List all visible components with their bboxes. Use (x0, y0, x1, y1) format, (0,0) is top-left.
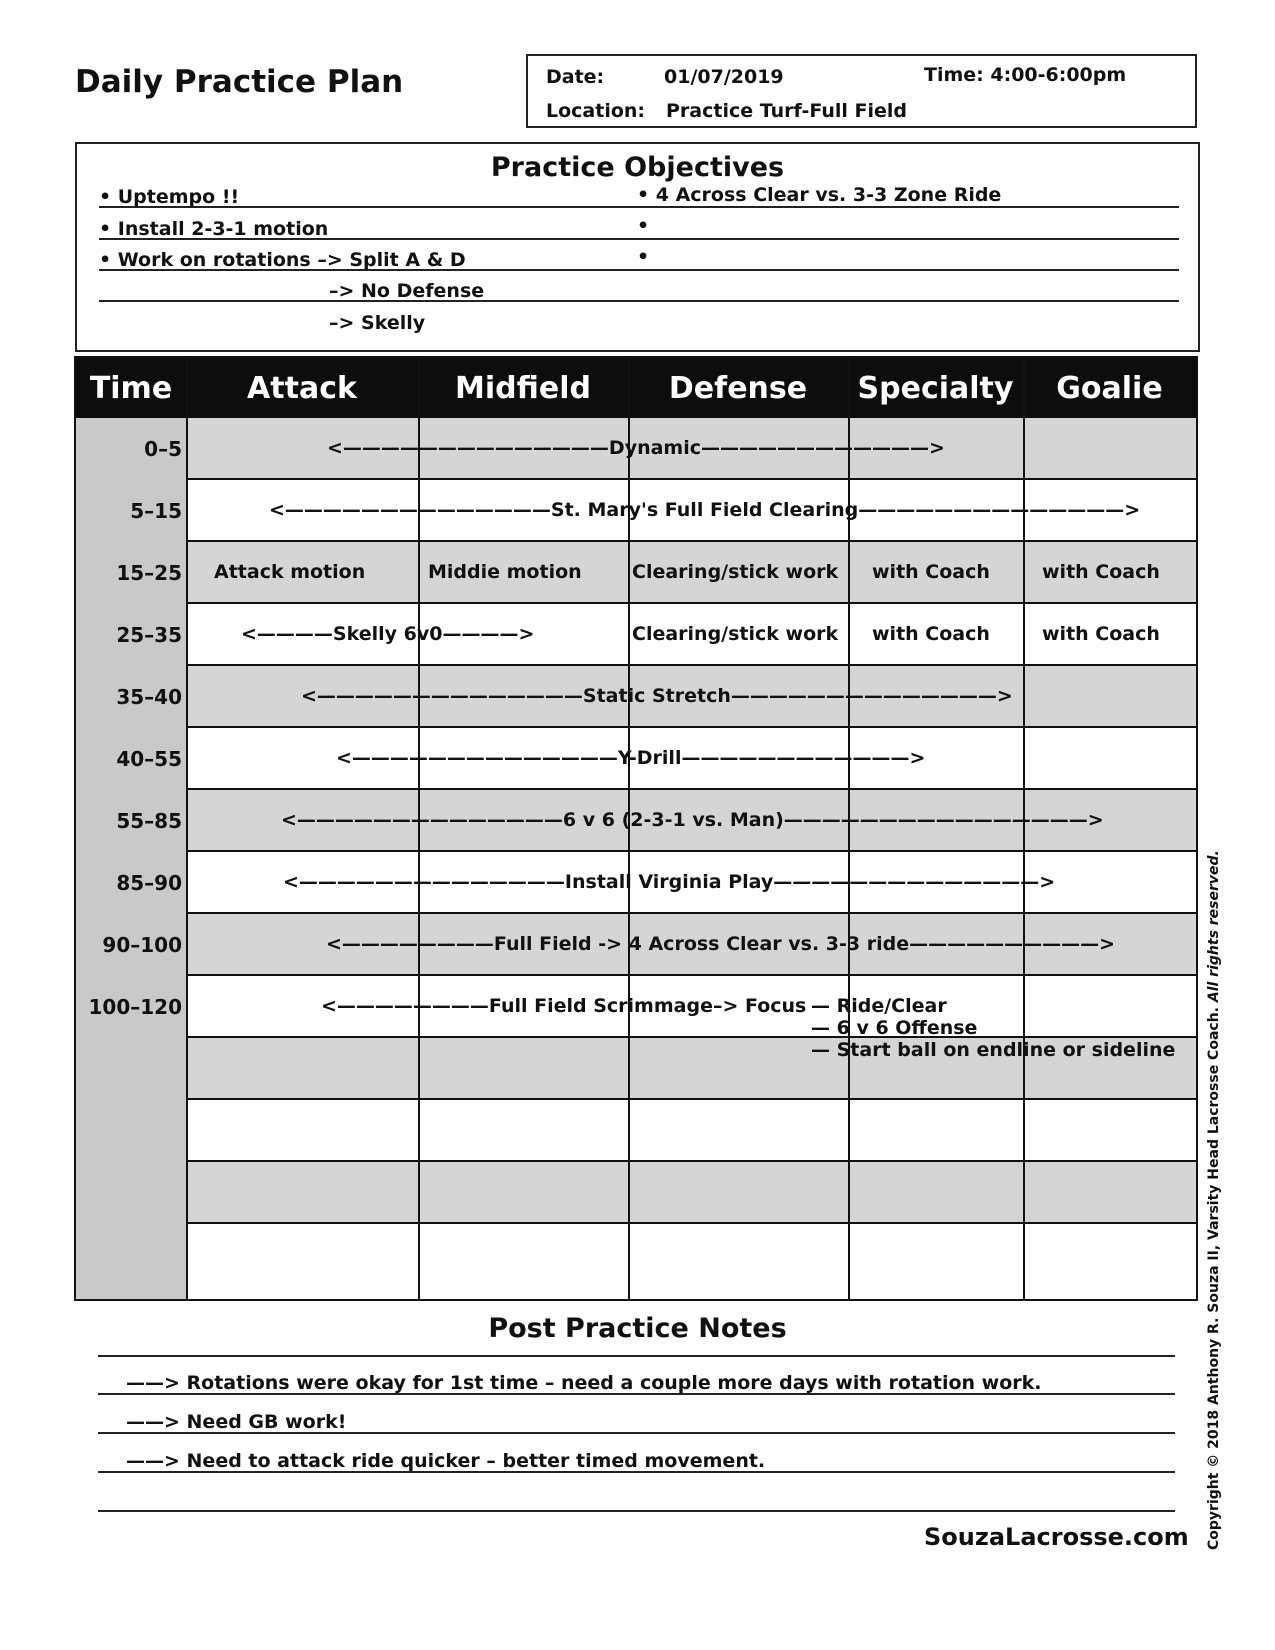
focus-item-2: — 6 v 6 Offense (811, 1017, 978, 1039)
objective-left-1: • Uptempo !! (99, 186, 240, 208)
table-header (76, 358, 1196, 418)
objective-left-2: • Install 2-3-1 motion (99, 218, 329, 240)
column-divider (186, 358, 188, 1299)
objective-sub-2: –> Skelly (329, 312, 426, 334)
rights-text: All rights reserved. (1206, 850, 1222, 1003)
copyright-notice (1206, 850, 1222, 1550)
objective-right-1: • 4 Across Clear vs. 3-3 Zone Ride (637, 184, 1002, 206)
table-row (76, 1162, 1196, 1224)
time-cell: 100–120 (88, 995, 182, 1019)
practice-info-box (526, 54, 1197, 128)
time-cell: 40–55 (116, 747, 182, 771)
activity-skelly: <————Skelly 6v0————> (241, 623, 535, 645)
note-text: ——> Need to attack ride quicker – better timed movement. (126, 1450, 766, 1472)
goalie-cell: with Coach (1042, 623, 1160, 645)
column-header-attack: Attack (247, 370, 357, 406)
activity-clearing: <——————————————St. Mary's Full Field Clearing——————————————> (269, 499, 1141, 521)
activity-full-field-clear: <————————Full Field -> 4 Across Clear vs. 3-3 ride——————————> (326, 933, 1116, 955)
time-cell: 25–35 (116, 623, 182, 647)
time-cell: 90–100 (102, 933, 182, 957)
focus-item-3: — Start ball on endline or sideline (811, 1039, 1176, 1061)
activity-scrimmage: <————————Full Field Scrimmage–> Focus (321, 995, 807, 1017)
objective-right-3: • (637, 246, 650, 268)
objective-right-2: • (637, 215, 650, 237)
attack-cell: Attack motion (214, 561, 366, 583)
activity-y-drill: <——————————————Y-Drill————————————> (336, 747, 926, 769)
column-header-defense: Defense (668, 370, 808, 406)
specialty-cell: with Coach (872, 561, 990, 583)
midfield-cell: Middie motion (428, 561, 582, 583)
time-cell: 85–90 (116, 871, 182, 895)
time-cell: 55–85 (116, 809, 182, 833)
objectives-box (75, 142, 1200, 352)
column-header-specialty: Specialty (857, 370, 1014, 406)
activity-dynamic: <——————————————Dynamic————————————> (327, 437, 945, 459)
post-practice-notes-title: Post Practice Notes (488, 1313, 787, 1344)
time-cell: 15–25 (116, 561, 182, 585)
practice-schedule-table (74, 356, 1198, 1301)
activity-virginia-play: <——————————————Install Virginia Play——————————————> (283, 871, 1056, 893)
table-row (76, 1100, 1196, 1162)
activity-6v6: <——————————————6 v 6 (2-3-1 vs. Man)————————————————> (281, 809, 1104, 831)
time-cell: 5–15 (130, 499, 182, 523)
objectives-title: Practice Objectives (490, 152, 785, 183)
time-label: Time: 4:00-6:00pm (924, 64, 1127, 86)
defense-cell: Clearing/stick work (632, 623, 839, 645)
defense-cell: Clearing/stick work (632, 561, 839, 583)
note-text: ——> Need GB work! (126, 1411, 347, 1433)
column-header-midfield: Midfield (455, 370, 591, 406)
date-value: 01/07/2019 (664, 66, 784, 88)
date-label: Date: (546, 66, 605, 88)
objective-sub-1: –> No Defense (329, 280, 485, 302)
table-row (76, 1224, 1196, 1286)
page-title: Daily Practice Plan (75, 64, 404, 100)
column-header-goalie: Goalie (1056, 370, 1163, 406)
column-header-time: Time (89, 370, 173, 406)
copyright-text: Copyright © 2018 Anthony R. Souza II, Varsity Head Lacrosse Coach. (1206, 1007, 1222, 1550)
goalie-cell: with Coach (1042, 561, 1160, 583)
specialty-cell: with Coach (872, 623, 990, 645)
time-cell: 35–40 (116, 685, 182, 709)
time-column-shade (76, 418, 186, 1299)
location-value: Practice Turf-Full Field (666, 100, 908, 122)
time-cell: 0–5 (144, 437, 182, 461)
focus-item-1: — Ride/Clear (811, 995, 947, 1017)
note-text: ——> Rotations were okay for 1st time – need a couple more days with rotation work. (126, 1372, 1042, 1394)
objective-line (99, 206, 1179, 208)
location-label: Location: (546, 100, 646, 122)
objective-line (99, 300, 1179, 302)
website-text: SouzaLacrosse.com (924, 1523, 1189, 1551)
activity-static-stretch: <——————————————Static Stretch——————————————> (301, 685, 1013, 707)
objective-left-3: • Work on rotations –> Split A & D (99, 249, 466, 271)
note-line (98, 1355, 1175, 1357)
note-line (98, 1510, 1175, 1512)
